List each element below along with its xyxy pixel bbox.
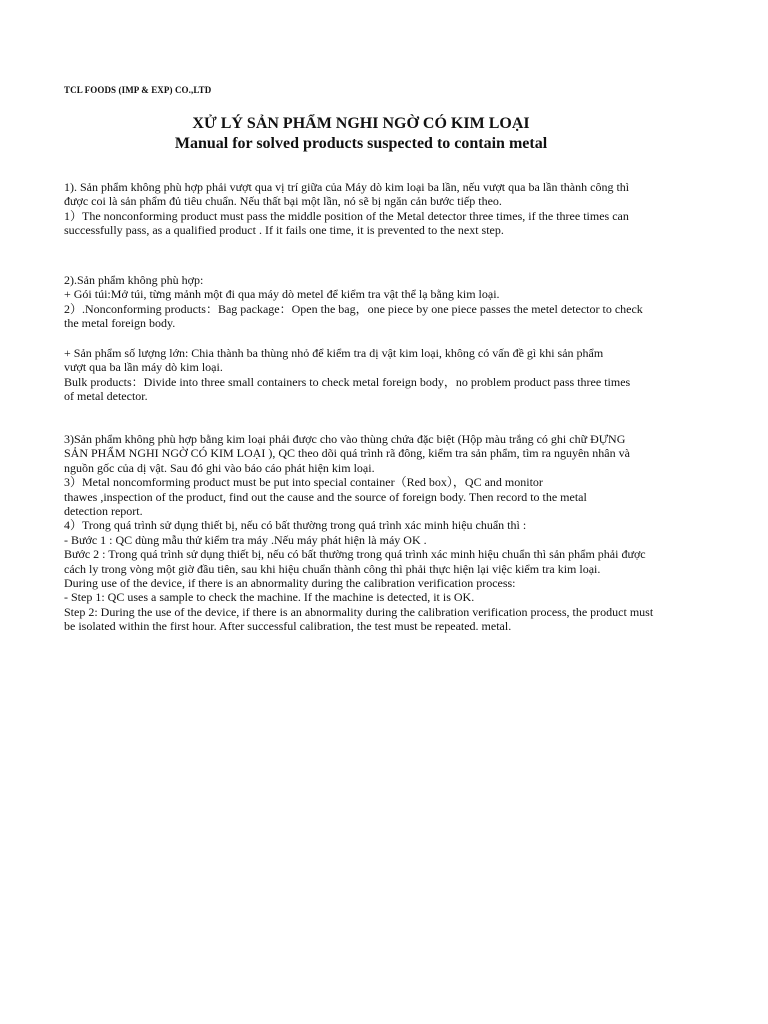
section-2-bulk-products-paragraph: + Sản phẩm số lượng lớn: Chia thành ba thùng nhỏ để kiểm tra dị vật kim loại, không có vấn đề gì khi sản phẩm vượt qua ba lần máy dò kim loại. Bulk products：Divide into three small containers to check metal foreign body，no problem product pass three times of metal detector. xyxy=(64,346,631,404)
section-3-4-paragraph: 3)Sản phẩm không phù hợp bằng kim loại phải được cho vào thùng chứa đặc biệt (Hộp màu trắng có ghi chữ ĐỰNG SẢN PHẨM NGHI NGỜ CÓ KIM LOẠI ), QC theo dõi quá trình rã đông, kiểm tra sản phẩm, tìm ra nguyên nhân và nguồn gốc của dị vật. Sau đó ghi vào báo cáo phát hiện kim loại. 3）Metal noncomforming product must be put into special container（Red box），QC and monitor thawes ,inspection of the product, find out the cause and the source of foreign body. Then record to the metal detection report. 4）Trong quá trình sử dụng thiết bị, nếu có bất thường trong quá trình xác minh hiệu chuẩn thì : - Bước 1 : QC dùng mẫu thử kiểm tra máy .Nếu máy phát hiện là máy OK . Bước 2 : Trong quá trình sử dụng thiết bị, nếu có bất thường trong quá trình xác minh hiệu chuẩn thì sản phẩm phải được cách ly trong vòng một giờ đầu tiên, sau khi hiệu chuẩn thành công thì phải thực hiện lại việc kiểm tra kim loại. During use of the device, if there is an abnormality during the calibration verification process: - Step 1: QC uses a sample to check the machine. If the machine is detected, it is OK. Step 2: During the use of the device, if there is an abnormality during the calibration verification process, the product must be isolated within the first hour. After successful calibration, the test must be repeated. metal. xyxy=(64,432,654,634)
document-title-vietnamese: XỬ LÝ SẢN PHẨM NGHI NGỜ CÓ KIM LOẠI xyxy=(192,115,530,132)
section-1-paragraph: 1). Sản phẩm không phù hợp phải vượt qua vị trí giữa của Máy dò kim loại ba lần, nếu vượt qua ba lần thành công thì được coi là sản phẩm đủ tiêu chuẩn. Nếu thất bại một lần, nó sẽ bị ngăn cản bước tiếp theo. 1）The nonconforming product must pass the middle position of the Metal detector three times, if the three times can successfully pass, as a qualified product . If it fails one time, it is prevented to the next step. xyxy=(64,180,630,238)
section-2-bag-package-paragraph: 2).Sản phẩm không phù hợp: + Gói túi:Mở túi, từng mảnh một đi qua máy dò metel để kiểm tra vật thể lạ bằng kim loại. 2）.Nonconforming products：Bag package：Open the bag，one piece by one piece passes the metel detector to check the metal foreign body. xyxy=(64,273,643,331)
document-title-english: Manual for solved products suspected to contain metal xyxy=(174,135,548,152)
company-name: TCL FOODS (IMP & EXP) CO.,LTD xyxy=(64,85,212,95)
